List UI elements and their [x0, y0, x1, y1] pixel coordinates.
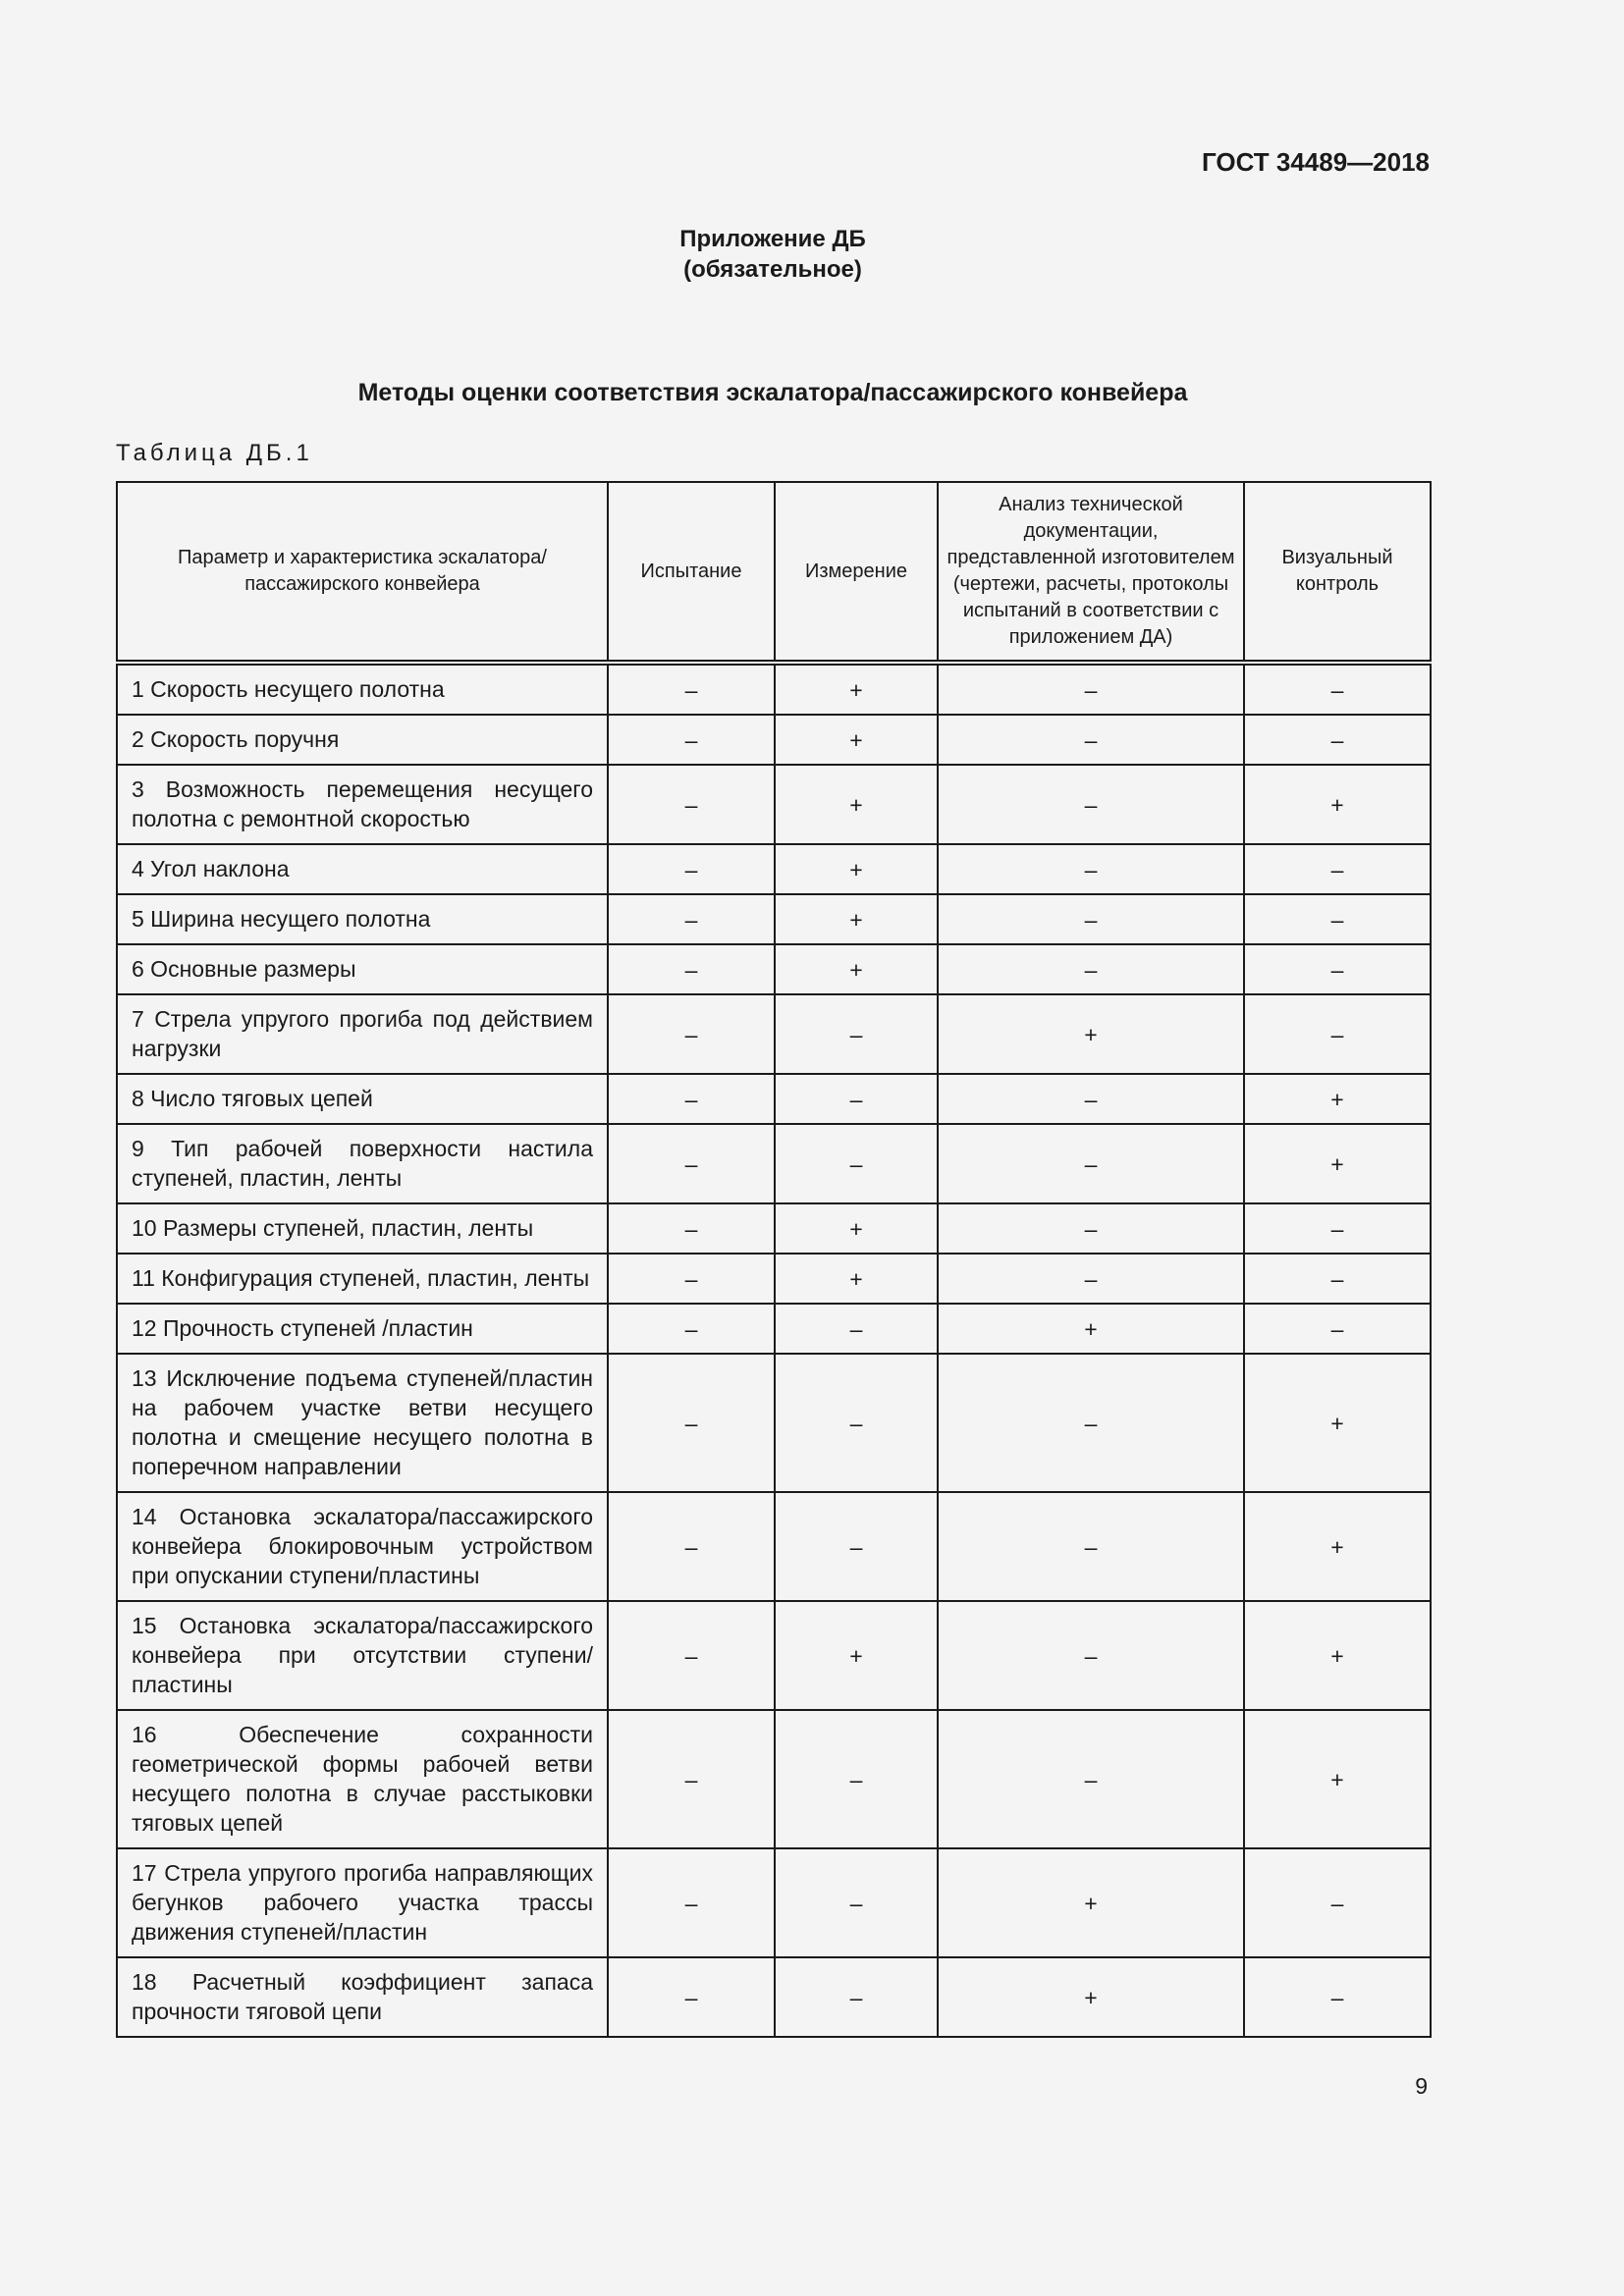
cell-visual: –	[1244, 994, 1431, 1074]
cell-visual: +	[1244, 1492, 1431, 1601]
cell-test: –	[608, 894, 775, 944]
cell-parameter: 17 Стрела упругого прогиба направляющих бегунков рабочего участка трассы движения ступеней/пластин	[117, 1848, 608, 1957]
cell-docs-analysis: –	[938, 1254, 1244, 1304]
cell-test: –	[608, 1074, 775, 1124]
cell-test: –	[608, 715, 775, 765]
table-row	[117, 1203, 1431, 1254]
page-number: 9	[1415, 2073, 1428, 2099]
cell-measure: +	[775, 765, 938, 844]
cell-parameter: 8 Число тяговых цепей	[117, 1074, 608, 1124]
cell-measure: +	[775, 844, 938, 894]
table-row	[117, 1492, 1431, 1601]
cell-visual: –	[1244, 1203, 1431, 1254]
cell-measure: –	[775, 1074, 938, 1124]
cell-test: –	[608, 844, 775, 894]
cell-measure: +	[775, 944, 938, 994]
cell-test: –	[608, 663, 775, 715]
cell-measure: –	[775, 994, 938, 1074]
table-row	[117, 894, 1431, 944]
header-docs-analysis: Анализ технической документации, представленной изготовителем (чертежи, расчеты, протоколы испытаний в соответствии с приложением ДА)	[938, 482, 1244, 663]
cell-measure: –	[775, 1124, 938, 1203]
header-parameter: Параметр и характеристика эскалатора/пассажирского конвейера	[117, 482, 608, 663]
cell-docs-analysis: –	[938, 1074, 1244, 1124]
cell-test: –	[608, 1254, 775, 1304]
cell-test: –	[608, 1848, 775, 1957]
cell-parameter: 3 Возможность перемещения несущего полотна с ремонтной скоростью	[117, 765, 608, 844]
header-test: Испытание	[608, 482, 775, 663]
cell-parameter: 13 Исключение подъема ступеней/пластин на рабочем участке ветви несущего полотна и смещение несущего полотна в поперечном направлении	[117, 1354, 608, 1492]
cell-visual: –	[1244, 894, 1431, 944]
cell-docs-analysis: –	[938, 1124, 1244, 1203]
cell-docs-analysis: +	[938, 1848, 1244, 1957]
cell-measure: +	[775, 1203, 938, 1254]
document-code: ГОСТ 34489—2018	[1202, 147, 1430, 177]
cell-parameter: 10 Размеры ступеней, пластин, ленты	[117, 1203, 608, 1254]
table-row	[117, 1074, 1431, 1124]
section-title: Методы оценки соответствия эскалатора/пассажирского конвейера	[357, 379, 1188, 406]
cell-visual: –	[1244, 715, 1431, 765]
table-row	[117, 1957, 1431, 2037]
cell-visual: –	[1244, 1848, 1431, 1957]
cell-parameter: 14 Остановка эскалатора/пассажирского конвейера блокировочным устройством при опускании ступени/пластины	[117, 1492, 608, 1601]
cell-measure: –	[775, 1848, 938, 1957]
cell-parameter: 16 Обеспечение сохранности геометрической формы рабочей ветви несущего полотна в случае расстыковки тяговых цепей	[117, 1710, 608, 1848]
cell-docs-analysis: –	[938, 765, 1244, 844]
header-measure: Измерение	[775, 482, 938, 663]
cell-measure: +	[775, 1601, 938, 1710]
cell-docs-analysis: +	[938, 1957, 1244, 2037]
cell-measure: +	[775, 894, 938, 944]
cell-test: –	[608, 1304, 775, 1354]
table-row	[117, 1601, 1431, 1710]
table-body	[117, 663, 1431, 2037]
header-visual: Визуальный контроль	[1244, 482, 1431, 663]
cell-docs-analysis: –	[938, 844, 1244, 894]
table-row	[117, 844, 1431, 894]
cell-test: –	[608, 994, 775, 1074]
cell-measure: –	[775, 1354, 938, 1492]
cell-visual: +	[1244, 1074, 1431, 1124]
table-row	[117, 765, 1431, 844]
cell-test: –	[608, 1124, 775, 1203]
table-row	[117, 663, 1431, 715]
table-row	[117, 1848, 1431, 1957]
cell-measure: –	[775, 1304, 938, 1354]
cell-measure: +	[775, 663, 938, 715]
cell-docs-analysis: –	[938, 715, 1244, 765]
table-row	[117, 944, 1431, 994]
cell-docs-analysis: –	[938, 1492, 1244, 1601]
cell-parameter: 6 Основные размеры	[117, 944, 608, 994]
appendix-title: Приложение ДБ	[679, 226, 866, 252]
table-row	[117, 1254, 1431, 1304]
appendix-status: (обязательное)	[683, 256, 862, 283]
cell-visual: +	[1244, 1710, 1431, 1848]
cell-measure: –	[775, 1957, 938, 2037]
cell-visual: –	[1244, 844, 1431, 894]
cell-visual: +	[1244, 1601, 1431, 1710]
cell-visual: –	[1244, 1304, 1431, 1354]
cell-parameter: 4 Угол наклона	[117, 844, 608, 894]
cell-parameter: 1 Скорость несущего полотна	[117, 663, 608, 715]
cell-test: –	[608, 765, 775, 844]
table-row	[117, 1354, 1431, 1492]
table-row	[117, 1710, 1431, 1848]
cell-measure: +	[775, 715, 938, 765]
cell-test: –	[608, 1601, 775, 1710]
cell-visual: –	[1244, 1957, 1431, 2037]
table-row	[117, 994, 1431, 1074]
cell-measure: –	[775, 1492, 938, 1601]
cell-parameter: 2 Скорость поручня	[117, 715, 608, 765]
cell-test: –	[608, 1710, 775, 1848]
cell-measure: +	[775, 1254, 938, 1304]
cell-docs-analysis: –	[938, 663, 1244, 715]
cell-parameter: 9 Тип рабочей поверхности настила ступеней, пластин, ленты	[117, 1124, 608, 1203]
cell-visual: +	[1244, 1354, 1431, 1492]
cell-parameter: 15 Остановка эскалатора/пассажирского конвейера при отсутствии ступени/пластины	[117, 1601, 608, 1710]
cell-docs-analysis: –	[938, 894, 1244, 944]
cell-docs-analysis: +	[938, 1304, 1244, 1354]
cell-test: –	[608, 1203, 775, 1254]
cell-docs-analysis: –	[938, 1203, 1244, 1254]
cell-visual: –	[1244, 663, 1431, 715]
cell-docs-analysis: –	[938, 1601, 1244, 1710]
table-row	[117, 1124, 1431, 1203]
cell-test: –	[608, 944, 775, 994]
cell-docs-analysis: +	[938, 994, 1244, 1074]
table-row	[117, 1304, 1431, 1354]
cell-parameter: 5 Ширина несущего полотна	[117, 894, 608, 944]
table-header-row	[117, 482, 1431, 663]
cell-parameter: 18 Расчетный коэффициент запаса прочности тяговой цепи	[117, 1957, 608, 2037]
table-caption: Таблица ДБ.1	[116, 440, 313, 466]
cell-measure: –	[775, 1710, 938, 1848]
cell-docs-analysis: –	[938, 1354, 1244, 1492]
conformity-methods-table	[116, 481, 1432, 2038]
table-row	[117, 715, 1431, 765]
cell-docs-analysis: –	[938, 1710, 1244, 1848]
cell-test: –	[608, 1957, 775, 2037]
appendix-heading	[0, 224, 1545, 285]
cell-test: –	[608, 1354, 775, 1492]
cell-parameter: 11 Конфигурация ступеней, пластин, ленты	[117, 1254, 608, 1304]
cell-docs-analysis: –	[938, 944, 1244, 994]
cell-parameter: 12 Прочность ступеней /пластин	[117, 1304, 608, 1354]
cell-visual: +	[1244, 1124, 1431, 1203]
cell-parameter: 7 Стрела упругого прогиба под действием нагрузки	[117, 994, 608, 1074]
cell-visual: +	[1244, 765, 1431, 844]
cell-visual: –	[1244, 944, 1431, 994]
cell-visual: –	[1244, 1254, 1431, 1304]
cell-test: –	[608, 1492, 775, 1601]
